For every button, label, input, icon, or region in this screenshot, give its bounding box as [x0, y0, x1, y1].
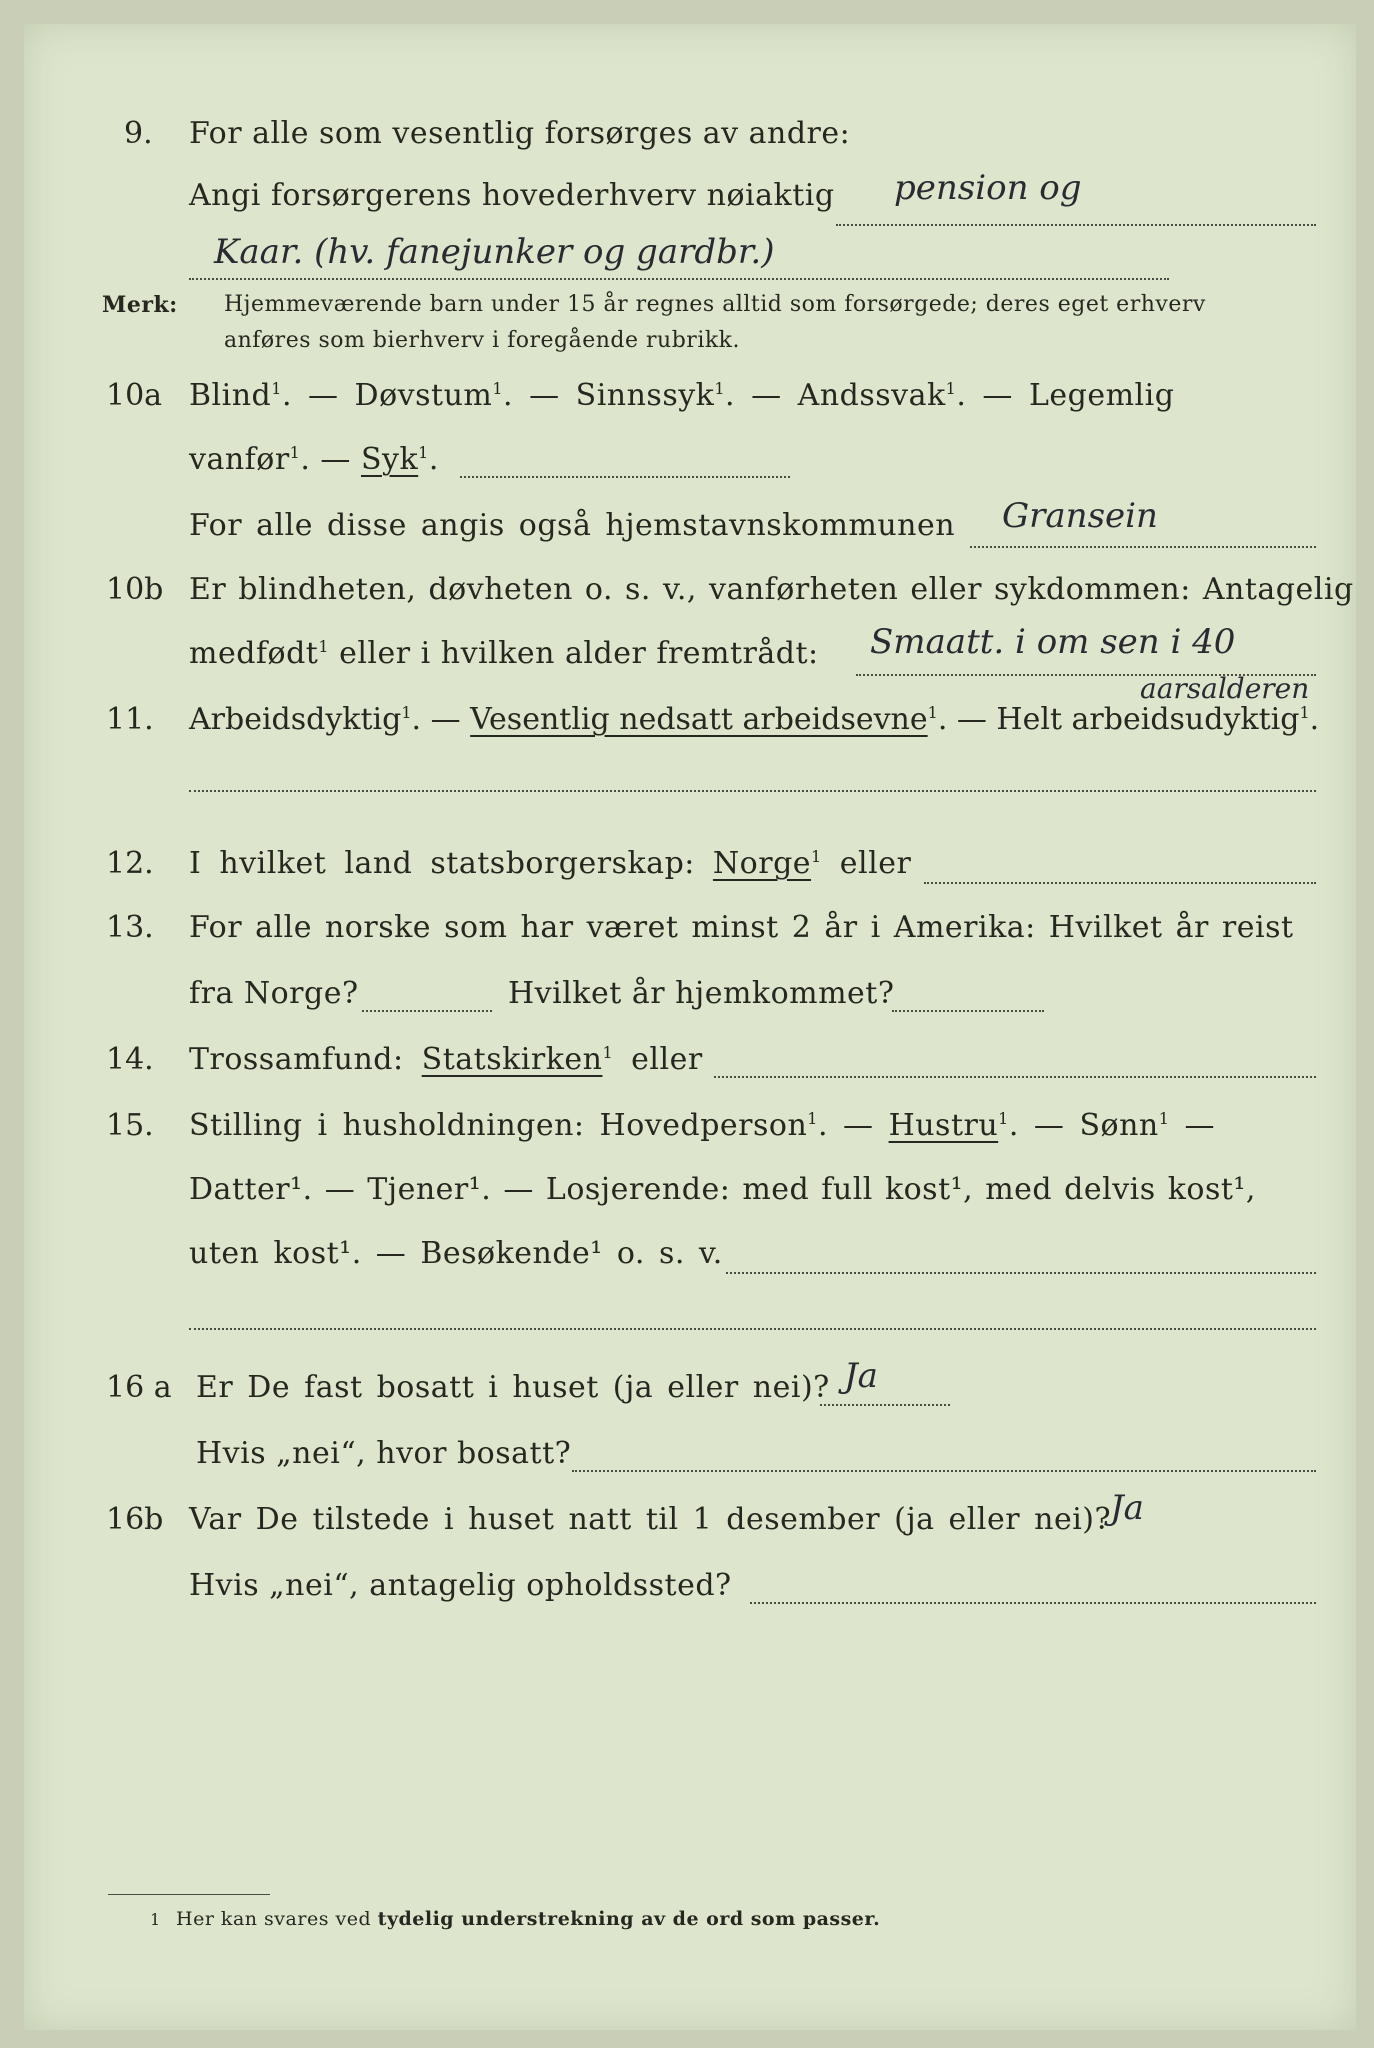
q10a-handwritten-answer: Gransein	[1002, 496, 1158, 536]
q14-line: Trossamfund: Statskirken$^1$ eller	[189, 1042, 703, 1077]
q9-number: 9.	[124, 116, 153, 151]
q16b-handwritten-answer: Ja	[1110, 1488, 1144, 1528]
q15-answer-line	[726, 1272, 1316, 1274]
q10b-handwritten-answer2: aarsalderen	[1140, 672, 1310, 705]
q10b-line2: medfødt$^1$ eller i hvilken alder fremtrådt:	[189, 636, 819, 671]
q15-line1: Stilling i husholdningen: Hovedperson$^1$. — Hustru$^1$. — Sønn$^1$ —	[189, 1108, 1215, 1143]
q13-line2a: fra Norge?	[189, 976, 359, 1011]
q16b-where-line	[750, 1602, 1316, 1604]
q12-number: 12.	[106, 846, 154, 881]
q9-line1: For alle som vesentlig forsørges av andre:	[189, 116, 851, 151]
q12-answer-line	[924, 882, 1316, 884]
q13-number: 13.	[106, 910, 154, 945]
q14-number: 14.	[106, 1042, 154, 1077]
q16b-line1: Var De tilstede i huset natt til 1 desember (ja eller nei)?	[189, 1502, 1112, 1537]
q16a-line1: Er De fast bosatt i huset (ja eller nei)?	[196, 1370, 830, 1405]
footnote-mark: 1	[150, 1910, 161, 1929]
footnote-text: Her kan svares ved tydelig understrekning av de ord som passer.	[176, 1908, 881, 1930]
q10b-handwritten-answer1: Smaatt. i om sen i 40	[870, 622, 1236, 662]
q10b-number: 10b	[106, 572, 164, 607]
q15-line2: Datter¹. — Tjener¹. — Losjerende: med full kost¹, med delvis kost¹,	[189, 1172, 1256, 1207]
q16b-number: 16b	[106, 1502, 164, 1537]
merk-label: Merk:	[102, 292, 178, 318]
q13-line2b: Hvilket år hjemkommet?	[508, 976, 895, 1011]
q15-number: 15.	[106, 1108, 154, 1143]
q9-answer-line1	[836, 224, 1316, 226]
q10b-line1: Er blindheten, døvheten o. s. v., vanførheten eller sykdommen: Antagelig	[189, 572, 1354, 607]
q12-line: I hvilket land statsborgerskap: Norge$^1$ eller	[189, 846, 912, 881]
q15-blank-line	[189, 1328, 1316, 1330]
q9-answer-line2	[189, 278, 1169, 280]
merk-line2: anføres som bierhverv i foregående rubrikk.	[224, 328, 741, 353]
q11-line: Arbeidsdyktig$^1$. — Vesentlig nedsatt arbeidsevne$^1$. — Helt arbeidsudyktig$^1$.	[189, 702, 1320, 737]
q11-number: 11.	[106, 702, 154, 737]
q13-return-line	[892, 1010, 1044, 1012]
q13-line1: For alle norske som har været minst 2 år i Amerika: Hvilket år reist	[189, 910, 1294, 945]
census-form-page	[24, 24, 1356, 2030]
q10a-answer-line	[970, 546, 1316, 548]
q9-handwritten-answer2: Kaar. (hv. fanejunker og gardbr.)	[214, 232, 775, 272]
q16a-handwritten-answer: Ja	[844, 1356, 878, 1396]
q16b-line2: Hvis „nei“, antagelig opholdssted?	[189, 1568, 732, 1603]
q9-line2: Angi forsørgerens hovederhverv nøiaktig	[189, 178, 835, 213]
q10a-number: 10a	[106, 378, 163, 413]
q16a-where-line	[572, 1470, 1316, 1472]
q16a-line2: Hvis „nei“, hvor bosatt?	[196, 1436, 572, 1471]
q13-departure-line	[362, 1010, 492, 1012]
merk-line1: Hjemmeværende barn under 15 år regnes alltid som forsørgede; deres eget erhverv	[224, 292, 1206, 317]
q14-answer-line	[714, 1076, 1316, 1078]
q16a-answer-line	[820, 1404, 950, 1406]
q10a-line1: Blind$^1$. — Døvstum$^1$. — Sinnssyk$^1$. — Andssvak$^1$. — Legemlig	[189, 378, 1175, 413]
q10a-sick-line	[460, 476, 790, 478]
q15-line3: uten kost¹. — Besøkende¹ o. s. v.	[189, 1236, 723, 1271]
q10a-line3: For alle disse angis også hjemstavnskommunen	[189, 508, 956, 543]
q10a-line2: vanfør$^1$. — Syk$^1$.	[189, 442, 439, 477]
q16a-number: 16 a	[106, 1370, 172, 1405]
footnote-rule	[108, 1894, 270, 1895]
q11-blank-line	[189, 790, 1316, 792]
q9-handwritten-answer1: pension og	[894, 168, 1082, 208]
